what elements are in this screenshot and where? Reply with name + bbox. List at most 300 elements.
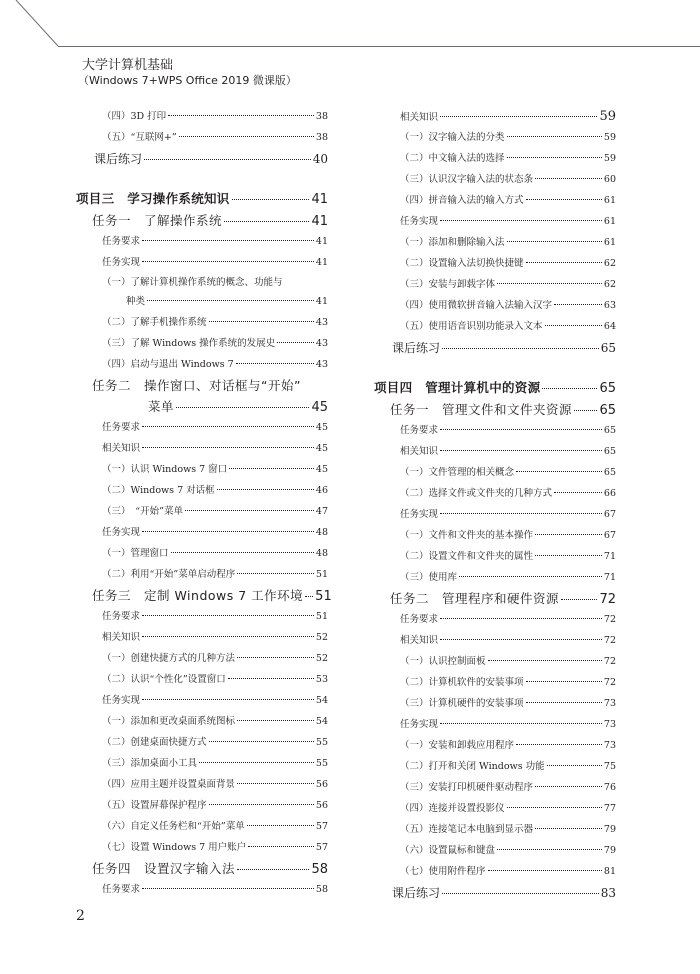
toc-entry-title: 任务实现 (102, 695, 141, 706)
toc-entry-title: （二）Windows 7 对话框 (102, 485, 215, 496)
toc-page-number: 59 (603, 153, 616, 164)
toc-entry-title: 任务一 了解操作系统 (92, 213, 223, 228)
toc-page-number: 79 (603, 824, 616, 835)
toc-page-number: 41 (311, 214, 328, 229)
toc-section-entry[interactable] (374, 546, 616, 567)
toc-page-number: 38 (315, 132, 328, 143)
toc-section-entry[interactable] (374, 106, 616, 127)
toc-page-number: 45 (311, 400, 328, 415)
toc-entry-title: 任务要求 (102, 236, 141, 247)
dot-leader (497, 849, 602, 850)
toc-entry-title: 任务实现 (400, 719, 439, 730)
toc-entry-title: （三） “开始”菜单 (102, 506, 183, 517)
toc-page-number: 52 (315, 653, 328, 664)
toc-entry-title: （三）计算机硬件的安装事项 (400, 698, 524, 709)
toc-section-entry[interactable] (374, 693, 616, 714)
toc-page-number: 72 (603, 677, 616, 688)
toc-section-entry[interactable] (374, 274, 616, 295)
toc-page-number: 55 (315, 758, 328, 769)
toc-page-number: 72 (599, 592, 616, 607)
toc-section-entry[interactable] (374, 525, 616, 546)
dot-leader (442, 893, 599, 894)
toc-entry-title: 任务一 管理文件和文件夹资源 (390, 402, 573, 417)
toc-left-column (76, 106, 332, 900)
toc-page-number: 72 (603, 614, 616, 625)
toc-page-number: 48 (315, 527, 328, 538)
toc-section-entry[interactable] (76, 543, 328, 564)
toc-entry-title: （二）利用“开始”菜单启动程序 (102, 569, 236, 580)
dot-leader (142, 447, 314, 448)
toc-entry-title: 相关知识 (102, 443, 141, 454)
toc-page-number: 65 (603, 425, 616, 436)
dot-leader (526, 702, 602, 703)
toc-entry-title: （五）设置屏幕保护程序 (102, 800, 207, 811)
toc-section-entry[interactable] (76, 627, 328, 648)
toc-page-number: 65 (600, 341, 616, 355)
toc-section-entry[interactable] (374, 567, 616, 588)
toc-page-number: 77 (603, 803, 616, 814)
dot-leader (535, 534, 602, 535)
toc-task-entry-continued[interactable] (76, 396, 328, 417)
toc-section-entry[interactable] (76, 816, 328, 837)
toc-entry-title: （四）3D 打印 (102, 111, 167, 122)
toc-page-number: 64 (603, 321, 616, 332)
toc-section-entry[interactable] (76, 438, 328, 459)
toc-page-number: 81 (603, 866, 616, 877)
dot-leader (224, 221, 309, 222)
dot-leader (507, 157, 602, 158)
toc-section-entry[interactable] (76, 252, 328, 273)
dot-leader (168, 115, 314, 116)
toc-section-entry[interactable] (76, 837, 328, 858)
toc-section-entry[interactable] (76, 669, 328, 690)
toc-section-entry[interactable] (374, 504, 616, 525)
dot-leader (171, 552, 314, 553)
toc-project-entry[interactable] (374, 377, 616, 399)
toc-section-entry[interactable] (76, 732, 328, 753)
toc-entry-title: （四）连接并设置投影仪 (400, 803, 505, 814)
toc-section-entry[interactable] (76, 522, 328, 543)
toc-entry-title: （四）启动与退出 Windows 7 (102, 359, 234, 370)
toc-exercise-entry[interactable] (374, 337, 616, 359)
toc-section-entry[interactable] (374, 735, 616, 756)
dot-leader (488, 660, 602, 661)
toc-page-number: 41 (315, 236, 328, 247)
toc-page-number: 65 (603, 467, 616, 478)
dot-leader (561, 599, 597, 600)
toc-section-entry[interactable] (374, 127, 616, 148)
toc-entry-title: （一）文件和文件夹的基本操作 (400, 530, 534, 541)
dot-leader (305, 596, 313, 597)
toc-entry-title: （二）创建桌面快捷方式 (102, 737, 207, 748)
section-gap (76, 170, 328, 188)
toc-entry-title: 任务二 操作窗口、对话框与“开始” (92, 378, 301, 393)
toc-task-entry[interactable] (374, 399, 616, 420)
dot-leader (237, 869, 309, 870)
toc-page-number: 65 (599, 381, 616, 396)
toc-entry-title: （三）使用库 (400, 572, 458, 583)
toc-page-number: 51 (315, 611, 328, 622)
toc-entry-title: （六）自定义任务栏和“开始”菜单 (102, 821, 245, 832)
toc-page-number: 54 (315, 695, 328, 706)
dot-leader (542, 388, 597, 389)
dot-leader (554, 492, 602, 493)
toc-page-number: 61 (603, 195, 616, 206)
dot-leader (142, 426, 314, 427)
toc-section-entry[interactable] (374, 672, 616, 693)
toc-page-number: 48 (315, 548, 328, 559)
toc-entry-title: （一）认识 Windows 7 窗口 (102, 464, 228, 475)
toc-section-entry[interactable] (374, 777, 616, 798)
toc-task-entry[interactable] (76, 375, 328, 396)
toc-entry-title: （四）应用主题并设置桌面背景 (102, 779, 236, 790)
toc-section-entry[interactable] (374, 295, 616, 316)
toc-section-entry[interactable] (374, 420, 616, 441)
dot-leader (440, 513, 602, 514)
dot-leader (179, 136, 314, 137)
toc-entry-title: （二）中文输入法的选择 (400, 153, 505, 164)
page-number: 2 (76, 908, 85, 924)
dot-leader (176, 407, 309, 408)
toc-section-entry[interactable] (374, 441, 616, 462)
dot-leader (440, 723, 602, 724)
toc-entry-title: 项目四 管理计算机中的资源 (374, 380, 541, 395)
dot-leader (228, 678, 314, 679)
toc-page-number: 75 (603, 761, 616, 772)
toc-page-number: 73 (603, 698, 616, 709)
toc-entry-title: 任务实现 (400, 216, 439, 227)
toc-section-entry[interactable] (76, 774, 328, 795)
toc-entry-title: 菜单 (148, 399, 175, 414)
dot-leader (142, 888, 314, 889)
toc-section-entry[interactable] (76, 459, 328, 480)
dot-leader (526, 681, 602, 682)
toc-section-entry[interactable] (76, 312, 328, 333)
toc-entry-title: （四）拼音输入法的输入方式 (400, 195, 524, 206)
dot-leader (459, 576, 602, 577)
toc-section-entry[interactable] (374, 630, 616, 651)
toc-section-entry[interactable] (76, 127, 328, 148)
toc-section-entry[interactable] (374, 714, 616, 735)
toc-entry-title: （一）添加和更改桌面系统图标 (102, 716, 236, 727)
toc-entry-title: （三）了解 Windows 操作系统的发展史 (102, 338, 276, 349)
toc-page-number: 43 (315, 338, 328, 349)
toc-section-entry[interactable] (374, 840, 616, 861)
toc-section-entry[interactable] (76, 417, 328, 438)
toc-entry-title: （一）认识控制面板 (400, 656, 486, 667)
dot-leader (442, 348, 599, 349)
toc-section-entry[interactable] (374, 798, 616, 819)
dot-leader (497, 283, 602, 284)
dot-leader (237, 657, 314, 658)
toc-entry-title: （四）使用微软拼音输入法输入汉字 (400, 300, 553, 311)
toc-section-entry[interactable] (76, 231, 328, 252)
toc-section-entry-continued[interactable] (76, 292, 328, 312)
toc-entry-title: 项目三 学习操作系统知识 (76, 191, 230, 206)
toc-right-column (374, 106, 616, 904)
toc-section-entry[interactable] (374, 756, 616, 777)
toc-page-number: 59 (603, 132, 616, 143)
toc-page-number: 73 (603, 719, 616, 730)
dot-leader (440, 639, 602, 640)
dot-leader (248, 846, 314, 847)
toc-page-number: 83 (600, 886, 616, 900)
dot-leader (217, 489, 314, 490)
dot-leader (535, 555, 602, 556)
toc-entry-title: （一）创建快捷方式的几种方法 (102, 653, 236, 664)
toc-page-number: 51 (315, 589, 332, 604)
toc-page-number: 63 (603, 300, 616, 311)
toc-entry-title: 任务二 管理程序和硬件资源 (390, 591, 560, 606)
toc-entry-title: （五）使用语音识别功能录入文本 (400, 321, 543, 332)
toc-entry-title: （三）添加桌面小工具 (102, 758, 198, 769)
dot-leader (237, 573, 314, 574)
toc-section-entry[interactable] (76, 333, 328, 354)
toc-page-number: 58 (311, 862, 328, 877)
dot-leader (142, 699, 314, 700)
toc-entry-title: （二）打开和关闭 Windows 功能 (400, 761, 545, 772)
toc-page-number: 45 (315, 443, 328, 454)
dot-leader (185, 510, 314, 511)
dot-leader (229, 468, 314, 469)
toc-section-entry[interactable] (374, 232, 616, 253)
dot-leader (142, 240, 314, 241)
toc-exercise-entry[interactable] (374, 882, 616, 904)
dot-leader (507, 136, 602, 137)
dot-leader (516, 471, 602, 472)
toc-page-number: 47 (315, 506, 328, 517)
toc-entry-title: （三）安装与卸载字体 (400, 279, 496, 290)
toc-entry-title: 任务要求 (400, 614, 439, 625)
toc-entry-title: （五）连接笔记本电脑到显示器 (400, 824, 534, 835)
toc-page-number: 41 (315, 257, 328, 268)
toc-entry-title: （二）选择文件或文件夹的几种方式 (400, 488, 553, 499)
toc-page-number: 67 (603, 509, 616, 520)
dot-leader (535, 786, 602, 787)
toc-section-entry[interactable] (76, 648, 328, 669)
toc-page-number: 60 (603, 174, 616, 185)
toc-entry-title: 相关知识 (400, 112, 439, 123)
toc-entry-title: （一）汉字输入法的分类 (400, 132, 505, 143)
dot-leader (142, 531, 314, 532)
toc-section-entry[interactable] (76, 795, 328, 816)
toc-page-number: 57 (315, 842, 328, 853)
dot-leader (237, 720, 314, 721)
toc-task-entry[interactable] (76, 585, 332, 606)
toc-page-number: 45 (315, 464, 328, 475)
dot-leader (547, 765, 602, 766)
dot-leader (535, 178, 602, 179)
toc-page-number: 57 (315, 821, 328, 832)
section-gap (374, 359, 616, 377)
toc-exercise-entry[interactable] (76, 148, 328, 170)
toc-page-number: 79 (603, 845, 616, 856)
toc-page-number: 45 (315, 422, 328, 433)
dot-leader (440, 429, 602, 430)
toc-page-number: 41 (315, 296, 328, 307)
dot-leader (232, 199, 310, 200)
toc-task-entry[interactable] (76, 210, 328, 231)
toc-page-number: 51 (315, 569, 328, 580)
header-corner-line (0, 0, 70, 50)
toc-entry-title: （三）认识汉字输入法的状态条 (400, 174, 534, 185)
toc-page-number: 40 (312, 152, 328, 166)
toc-page-number: 56 (315, 779, 328, 790)
dot-leader (199, 762, 314, 763)
toc-task-entry[interactable] (374, 588, 616, 609)
toc-section-entry[interactable] (374, 148, 616, 169)
toc-page-number: 65 (603, 446, 616, 457)
dot-leader (142, 636, 314, 637)
toc-page-number: 66 (603, 488, 616, 499)
dot-leader (545, 325, 602, 326)
toc-page-number: 54 (315, 716, 328, 727)
toc-entry-title: 任务要求 (102, 611, 141, 622)
toc-entry-title: 任务实现 (102, 257, 141, 268)
toc-page-number: 52 (315, 632, 328, 643)
toc-section-entry[interactable] (76, 354, 328, 375)
toc-section-entry[interactable] (374, 819, 616, 840)
dot-leader (440, 116, 597, 117)
toc-section-entry[interactable] (76, 753, 328, 774)
toc-section-entry[interactable] (76, 480, 328, 501)
toc-page-number: 71 (603, 551, 616, 562)
dot-leader (488, 870, 602, 871)
toc-entry-title: 种类 (126, 296, 146, 307)
toc-section-entry[interactable] (76, 711, 328, 732)
toc-section-entry[interactable] (374, 253, 616, 274)
toc-page-number: 46 (315, 485, 328, 496)
toc-entry-title: 任务四 设置汉字输入法 (92, 861, 236, 876)
toc-section-entry[interactable] (76, 501, 328, 522)
toc-entry-title: （七）使用附件程序 (400, 866, 486, 877)
toc-section-entry[interactable] (374, 651, 616, 672)
dot-leader (516, 744, 602, 745)
toc-section-entry[interactable] (374, 316, 616, 337)
toc-entry-title: （二）了解手机操作系统 (102, 317, 207, 328)
toc-entry-title: （二）计算机软件的安装事项 (400, 677, 524, 688)
toc-section-entry[interactable] (76, 106, 328, 127)
toc-page-number: 58 (315, 884, 328, 895)
dot-leader (236, 363, 314, 364)
header-rule (58, 46, 700, 47)
dot-leader (147, 300, 314, 301)
toc-entry-title: 任务要求 (400, 425, 439, 436)
toc-section-entry[interactable] (374, 211, 616, 232)
dot-leader (209, 321, 314, 322)
toc-section-entry[interactable] (76, 273, 328, 292)
toc-entry-title: （二）认识“个性化”设置窗口 (102, 674, 226, 685)
dot-leader (209, 804, 314, 805)
dot-leader (277, 342, 314, 343)
toc-entry-title: （五）“互联网+” (102, 132, 177, 143)
toc-page-number: 71 (603, 572, 616, 583)
dot-leader (440, 220, 602, 221)
dot-leader (535, 828, 602, 829)
toc-page-number: 53 (315, 674, 328, 685)
toc-page-number: 61 (603, 216, 616, 227)
dot-leader (507, 241, 602, 242)
dot-leader (144, 159, 311, 160)
toc-page-number: 41 (311, 192, 328, 207)
toc-entry-title: （一）文件管理的相关概念 (400, 467, 515, 478)
dot-leader (574, 410, 597, 411)
toc-entry-title: 任务三 定制 Windows 7 工作环境 (92, 588, 304, 603)
toc-entry-title: （二）设置文件和文件夹的属性 (400, 551, 534, 562)
toc-page-number: 55 (315, 737, 328, 748)
toc-page-number: 38 (315, 111, 328, 122)
dot-leader (142, 615, 314, 616)
toc-section-entry[interactable] (374, 190, 616, 211)
toc-entry-title: 任务实现 (400, 509, 439, 520)
toc-section-entry[interactable] (374, 169, 616, 190)
toc-section-entry[interactable] (374, 861, 616, 882)
toc-entry-title: （一）管理窗口 (102, 548, 169, 559)
toc-page-number: 56 (315, 800, 328, 811)
toc-entry-title: 任务要求 (102, 422, 141, 433)
toc-section-entry[interactable] (76, 564, 328, 585)
toc-section-entry[interactable] (374, 609, 616, 630)
toc-page-number: 43 (315, 359, 328, 370)
toc-page-number: 43 (315, 317, 328, 328)
toc-section-entry[interactable] (374, 462, 616, 483)
dot-leader (237, 783, 314, 784)
dot-leader (526, 199, 602, 200)
toc-entry-title: （二）设置输入法切换快捷键 (400, 258, 524, 269)
toc-entry-title: （一）添加和删除输入法 (400, 237, 505, 248)
toc-page-number: 76 (603, 782, 616, 793)
toc-entry-title: 课后练习 (94, 152, 143, 166)
toc-task-entry[interactable] (76, 858, 328, 879)
toc-entry-title: （七）设置 Windows 7 用户账户 (102, 842, 247, 853)
dot-leader (247, 825, 314, 826)
toc-page-number: 73 (603, 740, 616, 751)
dot-leader (507, 807, 602, 808)
dot-leader (142, 261, 314, 262)
toc-section-entry[interactable] (76, 690, 328, 711)
toc-section-entry[interactable] (76, 879, 328, 900)
toc-section-entry[interactable] (374, 483, 616, 504)
toc-entry-title: 任务实现 (102, 527, 141, 538)
toc-page-number: 61 (603, 237, 616, 248)
toc-entry-title: 任务要求 (102, 884, 141, 895)
toc-page-number: 62 (603, 279, 616, 290)
dot-leader (440, 450, 602, 451)
toc-entry-title: 相关知识 (400, 446, 439, 457)
dot-leader (209, 741, 314, 742)
toc-page-number: 62 (603, 258, 616, 269)
dot-leader (526, 262, 602, 263)
toc-entry-title: （三）安装打印机硬件驱动程序 (400, 782, 534, 793)
toc-section-entry[interactable] (76, 606, 328, 627)
toc-entry-title: （六）设置鼠标和键盘 (400, 845, 496, 856)
dot-leader (440, 618, 602, 619)
toc-entry-title: （一）了解计算机操作系统的概念、功能与 (102, 277, 283, 288)
toc-page-number: 59 (599, 109, 616, 124)
book-subtitle: （Windows 7+WPS Office 2019 微课版） (78, 74, 297, 87)
toc-entry-title: 相关知识 (102, 632, 141, 643)
toc-page-number: 72 (603, 635, 616, 646)
toc-entry-title: 相关知识 (400, 635, 439, 646)
toc-page-number: 72 (603, 656, 616, 667)
toc-entry-title: （一）安装和卸载应用程序 (400, 740, 515, 751)
toc-page-number: 65 (599, 403, 616, 418)
toc-page-number: 67 (603, 530, 616, 541)
toc-project-entry[interactable] (76, 188, 328, 210)
dot-leader (554, 304, 602, 305)
toc-entry-title: 课后练习 (392, 341, 441, 355)
book-title: 大学计算机基础 (82, 58, 174, 73)
